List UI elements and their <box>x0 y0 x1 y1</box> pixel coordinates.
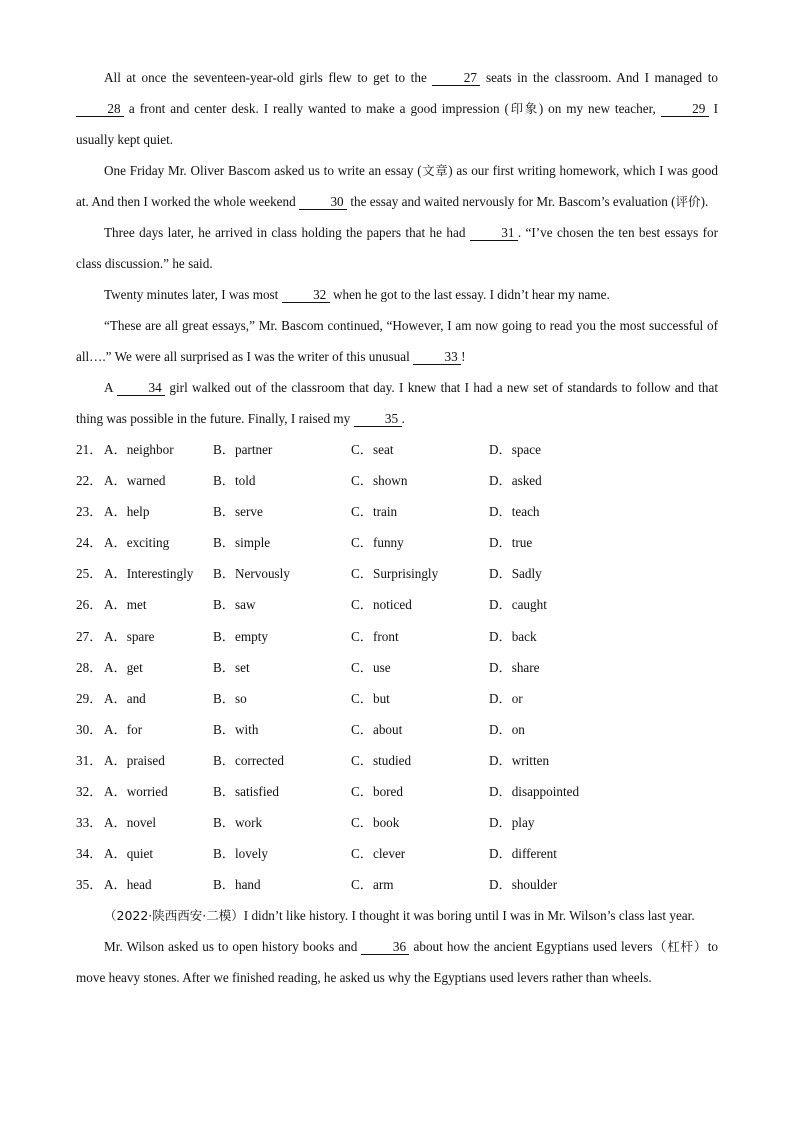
option-d[interactable]: D．space <box>489 442 541 457</box>
text: ) as our first writing homework, which I was good at. And then I worked the whole weekend <box>76 163 718 209</box>
option-a[interactable]: A．novel <box>104 815 157 831</box>
option-c[interactable]: C．bored <box>351 784 404 800</box>
text: All at once the seventeen-year-old girls flew to get to the <box>104 70 433 85</box>
text: when he got to the last essay. I didn’t hear my name. <box>329 287 610 302</box>
option-c[interactable]: C．about <box>351 721 403 737</box>
option-b[interactable]: B．corrected <box>213 752 285 768</box>
option-a[interactable]: A．spare <box>104 628 155 644</box>
option-b[interactable]: B．Nervously <box>213 566 290 582</box>
option-c[interactable]: C．seat <box>351 442 394 457</box>
option-d[interactable]: D．or <box>489 690 523 706</box>
option-c[interactable]: C．front <box>351 628 399 644</box>
passage1-paragraph-2 <box>76 155 718 217</box>
text: the essay and waited nervously for Mr. Bascom’s evaluation ( <box>347 194 676 209</box>
text: Three days later, he arrived in class holding the papers that he had <box>104 225 470 240</box>
option-d[interactable]: D．disappointed <box>489 784 580 800</box>
option-d[interactable]: D．share <box>489 659 540 675</box>
question-row <box>76 465 718 496</box>
blank-33: 33 <box>413 350 461 365</box>
option-d[interactable]: D．different <box>489 846 557 862</box>
text: ）to move heavy stones. After we finished reading, he asked us why the Egyptians used levers rather than wheels. <box>76 939 718 986</box>
text: Mr. Wilson asked us to open history books and <box>104 939 362 955</box>
option-a[interactable]: A．and <box>104 690 146 706</box>
option-d[interactable]: D．written <box>489 752 550 768</box>
text: ! <box>461 349 466 364</box>
option-b[interactable]: B．empty <box>213 628 268 644</box>
question-number: 30． <box>76 721 103 737</box>
question-number: 27． <box>76 628 103 644</box>
question-row <box>76 807 718 838</box>
option-b[interactable]: B．work <box>213 815 263 831</box>
blank-30: 30 <box>299 195 347 210</box>
option-a[interactable]: A．worried <box>104 784 168 800</box>
text: One Friday Mr. Oliver Bascom asked us to write an essay ( <box>104 163 422 178</box>
chinese-gloss: 印象 <box>508 101 539 116</box>
text: Twenty minutes later, I was most <box>104 287 282 302</box>
option-a[interactable]: A．neighbor <box>104 442 174 457</box>
option-b[interactable]: B．lovely <box>213 846 268 862</box>
question-number: 31． <box>76 752 103 768</box>
blank-34: 34 <box>117 381 165 396</box>
option-a[interactable]: A．warned <box>104 473 166 489</box>
option-d[interactable]: D．caught <box>489 597 547 613</box>
question-number: 33． <box>76 815 103 831</box>
option-d[interactable]: D．back <box>489 628 537 644</box>
option-a[interactable]: A．for <box>104 721 143 737</box>
text: I didn’t like history. I thought it was boring until I was in Mr. Wilson’s class last year. <box>243 908 695 924</box>
question-row <box>76 434 718 465</box>
text: ) on my new teacher, <box>538 101 661 116</box>
question-row <box>76 527 718 558</box>
option-d[interactable]: D．teach <box>489 504 540 520</box>
passage1-paragraph-5 <box>76 310 718 372</box>
question-row <box>76 652 718 683</box>
question-number: 29． <box>76 690 103 706</box>
passage2-paragraph-2 <box>76 931 718 993</box>
document-page <box>76 62 718 993</box>
question-row <box>76 776 718 807</box>
blank-32: 32 <box>282 288 330 303</box>
option-a[interactable]: A．exciting <box>104 535 170 551</box>
text: I usually kept quiet. <box>76 101 719 147</box>
text: “These are all great essays,” Mr. Bascom continued, “However, I am now going to read you the most successful of all….” We were all surprised as I was the writer of this unusual <box>76 318 718 364</box>
option-c[interactable]: C．clever <box>351 846 406 862</box>
option-c[interactable]: C．shown <box>351 473 408 489</box>
chinese-gloss: 杠杆 <box>667 939 694 955</box>
text: . <box>401 411 405 426</box>
option-b[interactable]: B．hand <box>213 877 261 893</box>
option-a[interactable]: A．head <box>104 877 152 893</box>
option-a[interactable]: A．Interestingly <box>104 566 194 582</box>
option-c[interactable]: C．book <box>351 815 400 831</box>
option-b[interactable]: B．partner <box>213 442 273 457</box>
question-number: 23． <box>76 504 103 520</box>
text: girl walked out of the classroom that day. I knew that I had a new set of standards to follow and that thing was possible in the future. Finally, I raised my <box>76 380 718 426</box>
question-number: 34． <box>76 846 103 862</box>
question-number: 21． <box>76 442 103 457</box>
question-row <box>76 838 718 869</box>
option-d[interactable]: D．shoulder <box>489 877 558 893</box>
text: about how the ancient Egyptians used levers（ <box>409 939 668 955</box>
passage1-paragraph-6 <box>76 372 718 434</box>
blank-36: 36 <box>361 940 409 955</box>
question-number: 25． <box>76 566 103 582</box>
option-c[interactable]: C．funny <box>351 535 404 551</box>
option-c[interactable]: C．use <box>351 659 391 675</box>
option-b[interactable]: B．so <box>213 690 247 706</box>
chinese-gloss: 文章 <box>421 163 449 178</box>
passage2-paragraph-1 <box>76 900 718 931</box>
question-row <box>76 558 718 589</box>
question-row <box>76 745 718 776</box>
question-number: 26． <box>76 597 103 613</box>
question-number: 28． <box>76 659 103 675</box>
chinese-gloss: 评价 <box>675 194 701 209</box>
option-d[interactable]: D．asked <box>489 473 542 489</box>
option-a[interactable]: A．quiet <box>104 846 154 862</box>
question-row <box>76 714 718 745</box>
blank-29: 29 <box>661 102 709 117</box>
text: ). <box>700 194 709 209</box>
option-c[interactable]: C．arm <box>351 877 394 893</box>
text: seats in the classroom. And I managed to <box>480 70 718 85</box>
text: . “I’ve chosen the ten best essays for class discussion.” he said. <box>76 225 718 271</box>
question-row <box>76 869 718 900</box>
question-row <box>76 589 718 620</box>
option-b[interactable]: B．serve <box>213 504 263 520</box>
option-b[interactable]: B．saw <box>213 597 256 613</box>
option-b[interactable]: B．set <box>213 659 250 675</box>
option-b[interactable]: B．satisfied <box>213 784 279 800</box>
option-c[interactable]: C．noticed <box>351 597 412 613</box>
text: a front and center desk. I really wanted to make a good impression ( <box>124 101 509 116</box>
question-number: 35． <box>76 877 103 893</box>
option-a[interactable]: A．praised <box>104 752 165 768</box>
blank-27: 27 <box>432 71 480 86</box>
passage1-paragraph-3 <box>76 217 718 279</box>
text: A <box>104 380 118 395</box>
passage1-paragraph-1 <box>76 62 718 155</box>
question-number: 32． <box>76 784 103 800</box>
blank-31: 31 <box>470 226 518 241</box>
source-label: （2022·陕西西安·二模） <box>104 908 244 924</box>
question-row <box>76 496 718 527</box>
question-row <box>76 621 718 652</box>
option-a[interactable]: A．met <box>104 597 147 613</box>
passage1-paragraph-4 <box>76 279 718 310</box>
option-a[interactable]: A．help <box>104 504 150 520</box>
blank-28: 28 <box>76 102 124 117</box>
blank-35: 35 <box>354 412 402 427</box>
question-number: 24． <box>76 535 103 551</box>
question-number: 22． <box>76 473 103 489</box>
option-c[interactable]: C．Surprisingly <box>351 566 439 582</box>
option-c[interactable]: C．studied <box>351 752 412 768</box>
option-d[interactable]: D．Sadly <box>489 566 542 582</box>
option-a[interactable]: A．get <box>104 659 143 675</box>
question-list <box>76 434 718 900</box>
option-b[interactable]: B．with <box>213 721 259 737</box>
option-b[interactable]: B．simple <box>213 535 271 551</box>
option-b[interactable]: B．told <box>213 473 256 489</box>
option-d[interactable]: D．on <box>489 721 525 737</box>
option-c[interactable]: C．train <box>351 504 398 520</box>
question-row <box>76 683 718 714</box>
option-d[interactable]: D．true <box>489 535 533 551</box>
option-d[interactable]: D．play <box>489 815 535 831</box>
option-c[interactable]: C．but <box>351 690 390 706</box>
